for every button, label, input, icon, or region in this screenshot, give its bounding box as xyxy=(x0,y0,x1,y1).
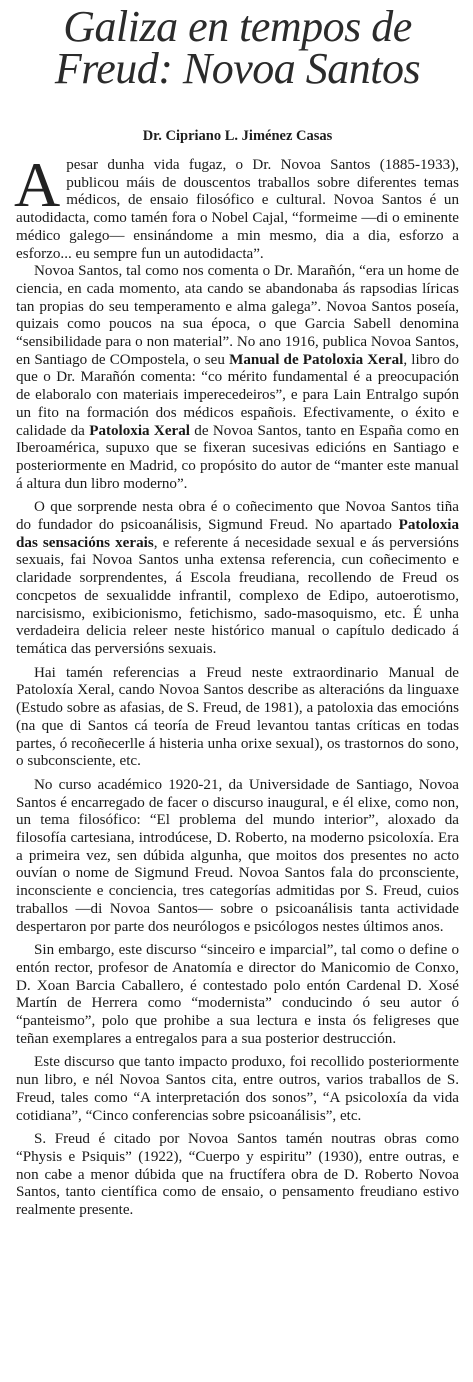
book-title-manual: Manual de Patoloxia Xeral xyxy=(229,351,404,368)
drop-cap: A xyxy=(14,149,61,220)
paragraph-3-text-a: O que sorprende nesta obra é o coñecimento que Novoa Santos tiña do fundador do psicoanálisis, Sigmund Freud. No apartado xyxy=(16,499,459,534)
paragraph-3-text-c: , e referente á necesidade sexual e ás perversións sexuais, fai Novoa Santos unha extensa referencia, cun coñecimento e claridade sorprendentes, á Escola freudiana, recollendo de Freud os concpetos de sexualidde infrantil, complexo de Edipo, autoerotismo, narcisismo, exibicionismo, fetichismo, sado-masoquismo, etc. É unha verdadeira delicia releer neste histórico manual o capítulo dedicado á temática das perversións sexuais. xyxy=(16,534,459,657)
title-line-1: Galiza en tempos de xyxy=(63,2,412,51)
paragraph-2-text-d: de Novoa Santos, tanto en España como en Iberoamérica, supuxo que se fixeran sucesivas edicións en Santiago e posteriormente en Madrid, co propósito do autor de “manter este manual á altura dun libro moderno”. xyxy=(16,422,459,492)
paragraph-2-text-c: , libro do que o Dr. Marañón comenta: “co mérito fundamental é a preocupación de elaboralo con materiais imperecedeiros”, e para Lain Entralgo supón un fito na formación dos médicos españois. Efectivamente, o éxito e calidade da xyxy=(16,351,460,439)
paragraph-4: Hai tamén referencias a Freud neste extraordinario Manual de Patoloxía Xeral, cando Novoa Santos describe as alteracións da linguaxe (Estudo sobre as afasias, de S. Freud, de 1981), a patoloxia das emocións (na que di Santos cá teoría de Freud levantou tantas críticas en todas partes, ó recoñecerlle á histeria unha orixe sexual), os trastornos do sono, o subconsciente, etc. xyxy=(16,664,459,770)
paragraph-1-text: pesar dunha vida fugaz, o Dr. Novoa Santos (1885-1933), publicou máis de douscentos traballos sobre diferentes temas médicos, de ensaio filosófico e cultural. Novoa Santos é un autodidacta, como tamén fora o Nobel Cajal, “formeime —di o eminente médico galego— ensinándome a min mesmo, dia a dia, esforzo a esforzo... eu sempre fun un autodidacta”. xyxy=(16,157,459,262)
paragraph-1 xyxy=(14,149,459,263)
article-title xyxy=(16,2,459,93)
paragraph-2-text-a: Novoa Santos, tal como nos comenta o Dr. Marañón, “era un home de ciencia, en cada momento, ata cando se abandonaba ás rapsodias líricas tan propias do seu temperamento e alma galega”. Novoa Santos poseía, quizais como poucos na sua época, o que Garcia Sabell denomina “sensibilidade para o non material”. No ano 1916, publica Novoa Santos, en Santiago de COmpostela, o seu xyxy=(16,263,459,368)
paragraph-7: Este discurso que tanto impacto produxo, foi recollido posteriormente nun libro, e nél Novoa Santos cita, entre outros, varios traballos de S. Freud, tales como “A interpretación dos sonos”, “A psicoloxía da vida cotidiana”, “Cinco conferencias sobre psicoanálisis”, etc. xyxy=(16,1054,459,1124)
paragraph-6: Sin embargo, este discurso “sinceiro e imparcial”, tal como o define o entón rector, profesor de Anatomía e director do Manicomio de Conxo, D. Xoan Barcia Caballero, é contestado polo entón Cardenal D. Xosé Martín de Herrera como “modernista” conducindo ó seu autor ó “panteismo”, polo que prohibe a sua lectura e insta ós feligreses que teñan exemplares a entregalos para a sua posterior destrucción. xyxy=(16,942,459,1047)
article-body xyxy=(14,149,460,1220)
section-title-sensacions: Patoloxia das sensacións xerais xyxy=(16,517,459,551)
paragraph-5: No curso académico 1920-21, da Universidade de Santiago, Novoa Santos é encarregado de facer o discurso inaugural, e él elixe, como non, un tema filosófico: “El problema del mundo interior”, aloxado da filosofía cartesiana, introdúcese, D. Roberto, na moderno psicoloxía. Era a primeira vez, sen dúbida algunha, que moitos dos presentes no acto ouvían o nome de Sigmund Freud. Novoa Santos fala do prconsciente, inconsciente e conciencia, tres categorías admitidas por S. Freud, cuios traballos —di Novoa Santos— sobre o psicoanálisis tanta actividade despertaron por parte dos neurólogos e psicólogos nestes últimos anos. xyxy=(16,776,459,935)
book-title-patoloxia: Patoloxia Xeral xyxy=(89,422,190,439)
paragraph-3 xyxy=(16,499,459,658)
author-byline: Dr. Cipriano L. Jiménez Casas xyxy=(142,128,333,144)
paragraph-8: S. Freud é citado por Novoa Santos tamén noutras obras como “Physis e Psiquis” (1922), “Cuerpo y espiritu” (1930), entre outras, e non cabe a menor dúbida que na fructífera obra de D. Roberto Novoa Santos, tanto científica como de ensaio, o pensamento freudiano estivo realmente presente. xyxy=(16,1131,459,1219)
paragraph-2 xyxy=(16,263,459,493)
title-line-2: Freud: Novoa Santos xyxy=(54,44,421,93)
